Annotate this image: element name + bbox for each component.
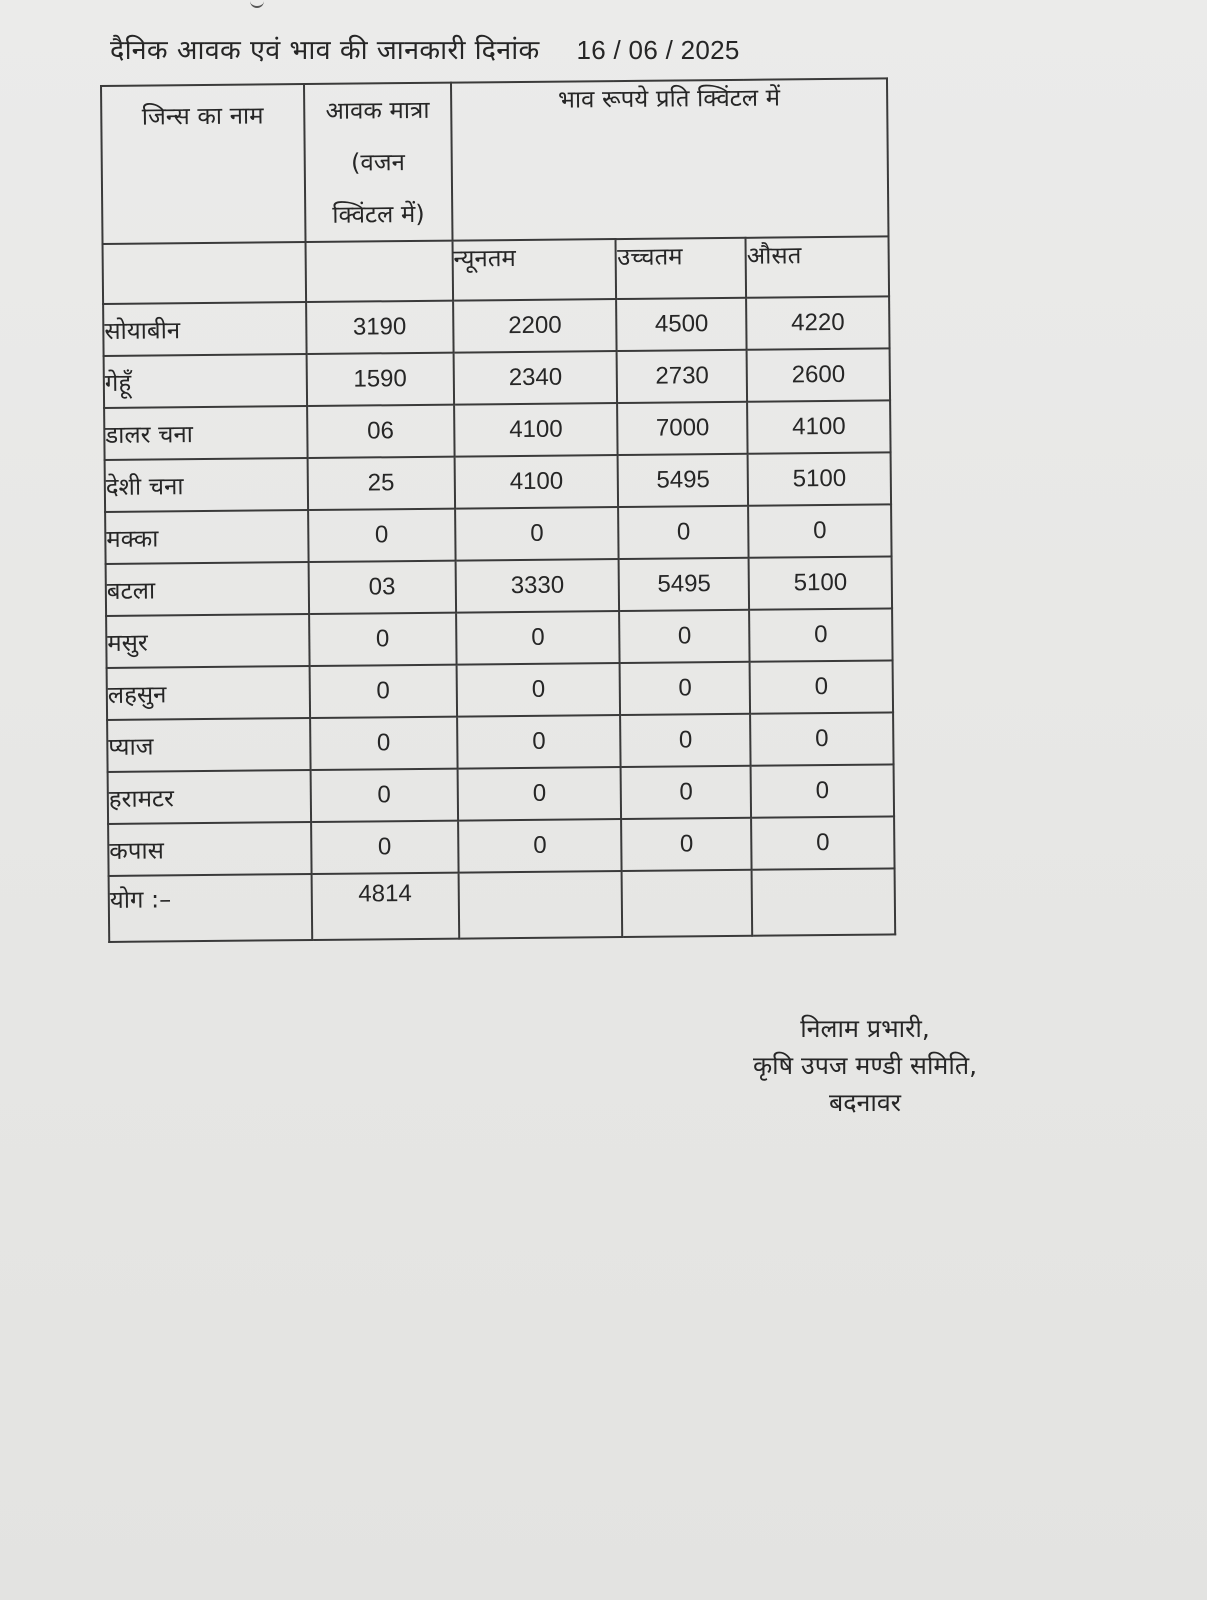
signature-place: बदनावर bbox=[828, 1088, 902, 1117]
commodity-name-cell: गेहूँ bbox=[104, 354, 307, 408]
table-row bbox=[106, 608, 892, 668]
commodity-name-cell: मक्का bbox=[105, 510, 308, 564]
maximum-price-cell: 0 bbox=[621, 714, 751, 767]
table-row bbox=[108, 764, 894, 824]
total-empty-cell bbox=[622, 870, 752, 937]
average-price-cell: 4100 bbox=[747, 400, 890, 453]
average-price-cell: 5100 bbox=[749, 556, 892, 609]
header-price-group: भाव रूपये प्रति क्विंटल में bbox=[451, 78, 889, 240]
table-row bbox=[106, 556, 892, 616]
arrival-quantity-cell: 0 bbox=[310, 717, 458, 770]
total-label: योग :– bbox=[109, 874, 312, 942]
header-average: औसत bbox=[746, 236, 889, 297]
total-quantity: 4814 bbox=[311, 873, 459, 940]
arrival-quantity-cell: 25 bbox=[307, 457, 455, 510]
average-price-cell: 0 bbox=[750, 660, 893, 713]
commodity-name-cell: लहसुन bbox=[107, 666, 310, 720]
header-blank-cell bbox=[103, 242, 306, 304]
average-price-cell: 0 bbox=[748, 504, 891, 557]
table-row bbox=[108, 816, 894, 876]
average-price-cell: 0 bbox=[751, 816, 894, 869]
arrival-quantity-cell: 03 bbox=[308, 561, 456, 614]
header-maximum: उच्चतम bbox=[616, 238, 746, 299]
maximum-price-cell: 0 bbox=[620, 662, 750, 715]
minimum-price-cell: 0 bbox=[458, 819, 622, 873]
total-empty-cell bbox=[458, 871, 622, 939]
minimum-price-cell: 0 bbox=[457, 715, 621, 769]
signature-title: निलाम प्रभारी, bbox=[800, 1014, 930, 1043]
minimum-price-cell: 4100 bbox=[454, 403, 618, 457]
header-arrival-quantity: आवक मात्रा (वजन क्विंटल में) bbox=[304, 83, 453, 242]
minimum-price-cell: 4100 bbox=[454, 455, 618, 509]
arrival-quantity-cell: 3190 bbox=[306, 301, 454, 354]
minimum-price-cell: 0 bbox=[457, 767, 621, 821]
minimum-price-cell: 0 bbox=[456, 611, 620, 665]
header-blank-cell bbox=[305, 241, 453, 302]
minimum-price-cell: 3330 bbox=[455, 559, 619, 613]
table-row bbox=[103, 296, 889, 356]
commodity-name-cell: देशी चना bbox=[105, 458, 308, 512]
maximum-price-cell: 0 bbox=[621, 766, 751, 819]
average-price-cell: 2600 bbox=[747, 348, 890, 401]
average-price-cell: 4220 bbox=[746, 296, 889, 349]
heading-title: दैनिक आवक एवं भाव की जानकारी दिनांक bbox=[110, 35, 540, 66]
commodity-name-cell: बटला bbox=[106, 562, 309, 616]
arrival-quantity-cell: 0 bbox=[308, 509, 456, 562]
arrival-price-table bbox=[100, 77, 896, 943]
maximum-price-cell: 5495 bbox=[619, 558, 749, 611]
arrival-quantity-cell: 0 bbox=[311, 821, 459, 874]
maximum-price-cell: 7000 bbox=[618, 402, 748, 455]
maximum-price-cell: 0 bbox=[622, 818, 752, 871]
minimum-price-cell: 0 bbox=[456, 663, 620, 717]
commodity-name-cell: डालर चना bbox=[104, 406, 307, 460]
arrival-quantity-cell: 1590 bbox=[306, 353, 454, 406]
commodity-name-cell: प्याज bbox=[107, 718, 310, 772]
average-price-cell: 5100 bbox=[748, 452, 891, 505]
minimum-price-cell: 2340 bbox=[453, 351, 617, 405]
signature-block bbox=[735, 1010, 995, 1121]
header-minimum: न्यूनतम bbox=[452, 239, 616, 301]
table-row bbox=[104, 400, 890, 460]
minimum-price-cell: 2200 bbox=[453, 299, 617, 353]
maximum-price-cell: 5495 bbox=[618, 454, 748, 507]
arrival-quantity-cell: 0 bbox=[310, 769, 458, 822]
commodity-name-cell: कपास bbox=[108, 822, 311, 876]
arrival-quantity-cell: 06 bbox=[307, 405, 455, 458]
maximum-price-cell: 0 bbox=[619, 506, 749, 559]
arrival-quantity-cell: 0 bbox=[309, 613, 457, 666]
total-empty-cell bbox=[752, 868, 895, 935]
average-price-cell: 0 bbox=[751, 764, 894, 817]
total-row bbox=[109, 868, 896, 942]
table-row bbox=[107, 712, 893, 772]
commodity-name-cell: सोयाबीन bbox=[103, 302, 306, 356]
report-heading bbox=[110, 30, 740, 67]
header-commodity-name: जिन्स का नाम bbox=[101, 84, 305, 244]
commodity-name-cell: हरामटर bbox=[108, 770, 311, 824]
signature-organization: कृषि उपज मण्डी समिति, bbox=[752, 1051, 978, 1080]
commodity-name-cell: मसुर bbox=[106, 614, 309, 668]
average-price-cell: 0 bbox=[750, 712, 893, 765]
table-row bbox=[104, 348, 890, 408]
maximum-price-cell: 0 bbox=[620, 610, 750, 663]
maximum-price-cell: 2730 bbox=[617, 350, 747, 403]
maximum-price-cell: 4500 bbox=[617, 298, 747, 351]
table-row bbox=[105, 504, 891, 564]
minimum-price-cell: 0 bbox=[455, 507, 619, 561]
report-date: 16 / 06 / 2025 bbox=[576, 35, 740, 65]
arrival-quantity-cell: 0 bbox=[309, 665, 457, 718]
table-row bbox=[107, 660, 893, 720]
cut-off-text-fragment bbox=[250, 0, 264, 8]
table-row bbox=[105, 452, 891, 512]
average-price-cell: 0 bbox=[749, 608, 892, 661]
